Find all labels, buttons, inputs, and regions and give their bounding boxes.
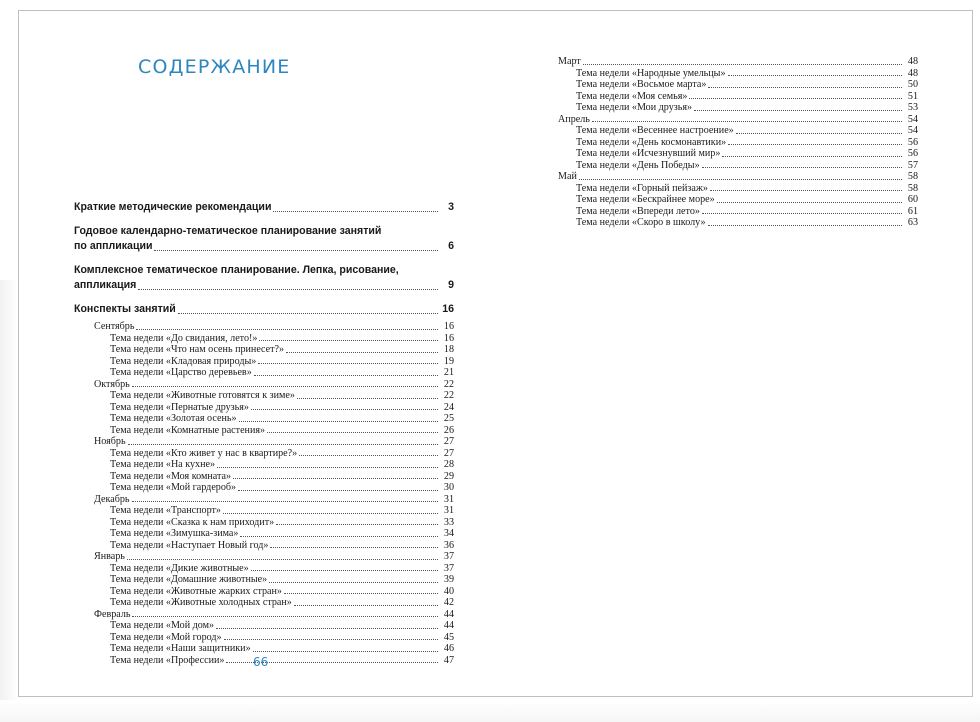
toc-week-entry[interactable] [558,102,918,114]
toc-page-number: 29 [443,470,454,482]
toc-entry-text: Тема недели «Животные жарких стран» [110,585,282,597]
toc-week-entry[interactable] [558,194,918,206]
toc-entry-text: Тема недели «Бескрайнее море» [576,194,715,205]
toc-week-entry[interactable] [74,597,454,609]
toc-week-entry[interactable] [74,540,454,552]
toc-page-number: 58 [907,171,918,182]
toc-main-entry[interactable] [74,263,454,293]
toc-week-entry[interactable] [74,344,454,356]
toc-entry-text: Тема недели «Комнатные растения» [110,424,266,436]
dot-leader [132,501,438,502]
toc-week-entry[interactable] [74,482,454,494]
toc-week-entry[interactable] [74,517,454,529]
dot-leader [708,87,902,88]
dot-leader [273,211,438,212]
dot-leader [299,455,438,456]
toc-entry-text: Тема недели «Зимушка-зима» [110,528,239,539]
toc-week-entry[interactable] [558,160,918,172]
dot-leader [294,605,438,606]
dot-leader [251,409,438,410]
toc-month-entry[interactable] [74,321,454,333]
toc-week-entry[interactable] [558,91,918,103]
toc-week-entry[interactable] [558,206,918,218]
toc-page-number: 50 [907,79,918,90]
toc-page-number: 27 [443,436,454,447]
dot-leader [138,289,438,290]
toc-page-number: 9 [448,279,454,291]
toc-month-entry[interactable] [74,436,454,448]
toc-entry-text: Конспекты занятий [74,303,176,315]
toc-page-number: 22 [443,390,454,401]
toc-title: СОДЕРЖАНИЕ [138,56,291,78]
toc-page-number: 16 [442,303,454,315]
toc-entry-text: Сентябрь [94,321,135,332]
toc-week-entry[interactable] [74,620,454,632]
toc-page-number: 28 [443,459,454,470]
toc-page-number: 58 [907,182,918,194]
toc-entry-text: Тема недели «Животные готовятся к зиме» [110,390,295,401]
dot-leader [297,398,438,399]
toc-entry-text: Тема недели «Кто живет у нас в квартире?» [110,447,298,459]
toc-entry-text: Тема недели «Моя семья» [576,90,688,102]
dot-leader [736,133,902,134]
dot-leader [253,651,438,652]
toc-page-number: 27 [443,447,454,459]
toc-page-number: 44 [443,608,454,620]
toc-entry-text: Тема недели «Весеннее настроение» [576,125,734,136]
dot-leader [689,98,902,99]
toc-entry-text: аппликация [74,279,137,291]
toc-entry-text: Тема недели «Что нам осень принесет?» [110,344,285,355]
toc-page-number: 19 [443,355,454,367]
toc-page-number: 47 [443,654,454,666]
toc-entry-text: Тема недели «До свидания, лето!» [110,332,258,344]
toc-entry-text: Октябрь [94,378,130,390]
dot-leader [259,340,438,341]
toc-page-number: 60 [907,194,918,205]
toc-week-entry[interactable] [558,183,918,195]
dot-leader [270,547,438,548]
toc-entry-text: по аппликации [74,240,153,252]
dot-leader [178,313,438,314]
toc-page-number: 22 [443,378,454,390]
toc-page-number: 42 [443,597,454,608]
toc-page-number: 44 [443,620,454,631]
dot-leader [728,75,902,76]
toc-page-number: 54 [907,113,918,125]
toc-week-entry[interactable] [74,643,454,655]
toc-week-entry[interactable] [74,459,454,471]
toc-entry-text: Тема недели «Мои друзья» [576,102,693,113]
toc-week-entry[interactable] [558,148,918,160]
dot-leader [284,593,438,594]
toc-week-entry[interactable] [74,471,454,483]
toc-entry-text: Тема недели «Наступает Новый год» [110,539,269,551]
dot-leader [240,536,438,537]
toc-page-number: 56 [907,148,918,159]
toc-entry-text: Январь [94,551,125,562]
dot-leader [276,524,438,525]
toc-page-number: 31 [443,493,454,505]
dot-leader [708,225,903,226]
toc-entry-text: Тема недели «Горный пейзаж» [576,182,708,194]
toc-entry-text: Тема недели «Исчезнувший мир» [576,148,721,159]
toc-main-entry[interactable] [74,224,454,254]
toc-sublist [558,56,918,229]
toc-entry-text: Годовое календарно-тематическое планирование занятий [74,225,382,237]
dot-leader [233,478,438,479]
toc-entry-text: Тема недели «Мой гардероб» [110,482,237,493]
toc-page-number: 37 [443,562,454,574]
toc-page-number: 57 [907,159,918,171]
toc-entry-text: Тема недели «На кухне» [110,459,216,470]
toc-week-entry[interactable] [74,425,454,437]
dot-leader [592,121,902,122]
dot-leader [579,179,902,180]
toc-week-entry[interactable] [74,413,454,425]
toc-page-number: 53 [907,102,918,113]
toc-entry-text: Тема недели «Кладовая природы» [110,355,257,367]
toc-page-number: 6 [448,240,454,252]
toc-page-number: 16 [443,332,454,344]
toc-week-entry[interactable] [558,125,918,137]
dot-leader [224,639,438,640]
dot-leader [251,570,438,571]
dot-leader [702,167,902,168]
toc-entry-text: Тема недели «Пернатые друзья» [110,401,249,413]
toc-page-number: 54 [907,125,918,136]
toc-entry-text: Тема недели «Народные умельцы» [576,67,726,79]
toc-page-number: 24 [443,401,454,413]
toc-page-number: 25 [443,413,454,424]
page-number: 66 [253,655,269,669]
dot-leader [694,110,902,111]
toc-entry-text: Ноябрь [94,436,126,447]
toc-week-entry[interactable] [74,448,454,460]
dot-leader [722,156,902,157]
toc-month-entry[interactable] [558,114,918,126]
toc-entry-text: Краткие методические рекомендации [74,201,272,213]
toc-entry-text: Тема недели «Впереди лето» [576,205,700,217]
toc-week-entry[interactable] [74,632,454,644]
toc-main-entry[interactable] [74,200,454,215]
toc-page-number: 56 [907,136,918,148]
dot-leader [154,250,438,251]
toc-month-entry[interactable] [558,56,918,68]
toc-page-number: 63 [907,217,918,228]
toc-page-number: 61 [907,205,918,217]
toc-entry-text: Тема недели «Сказка к нам приходит» [110,516,275,528]
toc-week-entry[interactable] [74,574,454,586]
toc-page-number: 18 [443,344,454,355]
toc-week-entry[interactable] [74,356,454,368]
toc-page-number: 33 [443,516,454,528]
toc-entry-text: Тема недели «Профессии» [110,654,225,666]
toc-entry-text: Тема недели «Наши защитники» [110,643,251,654]
toc-week-entry[interactable] [74,528,454,540]
toc-page-number: 39 [443,574,454,585]
toc-week-entry[interactable] [74,505,454,517]
toc-page-number: 31 [443,505,454,516]
dot-leader [583,64,902,65]
toc-entry-text: Март [558,56,581,67]
toc-page-number: 3 [448,201,454,213]
toc-month-entry[interactable] [74,609,454,621]
dot-leader [728,144,902,145]
toc-week-entry[interactable] [74,563,454,575]
toc-sublist [74,321,454,666]
dot-leader [136,329,438,330]
dot-leader [717,202,902,203]
dot-leader [286,352,438,353]
page-edge-shadow-bottom [0,700,980,722]
dot-leader [702,213,902,214]
dot-leader [258,363,438,364]
toc-page-number: 48 [907,56,918,67]
toc-page-number: 45 [443,631,454,643]
toc-entry-text: Тема недели «Золотая осень» [110,413,237,424]
toc-page-number: 30 [443,482,454,493]
toc-entry-text: Тема недели «День космонавтики» [576,136,727,148]
toc-week-entry[interactable] [558,68,918,80]
toc-week-entry[interactable] [74,367,454,379]
dot-leader [127,559,438,560]
toc-page-number: 46 [443,643,454,654]
toc-week-entry[interactable] [74,390,454,402]
toc-entry-text: Тема недели «Мой дом» [110,620,215,631]
dot-leader [267,432,438,433]
toc-month-entry[interactable] [74,551,454,563]
toc-page-number: 34 [443,528,454,539]
toc-page-number: 26 [443,424,454,436]
toc-entry-text: Тема недели «Мой город» [110,631,222,643]
toc-entry-text: Февраль [94,608,131,620]
toc-entry-text: Тема недели «Восьмое марта» [576,79,707,90]
toc-entry-text: Тема недели «Животные холодных стран» [110,597,292,608]
toc-month-entry[interactable] [74,379,454,391]
dot-leader [132,386,438,387]
toc-right-column [558,56,918,229]
dot-leader [269,582,438,583]
toc-week-entry[interactable] [558,217,918,229]
toc-month-entry[interactable] [74,494,454,506]
toc-entry-text: Тема недели «День Победы» [576,159,700,171]
toc-left-column [74,200,454,666]
toc-page-number: 16 [443,321,454,332]
toc-entry-text: Декабрь [94,493,130,505]
toc-entry-text: Тема недели «Скоро в школу» [576,217,706,228]
toc-page-number: 51 [907,90,918,102]
toc-entry-text: Тема недели «Моя комната» [110,470,232,482]
toc-week-entry[interactable] [74,333,454,345]
dot-leader [128,444,438,445]
toc-entry-text: Тема недели «Дикие животные» [110,562,249,574]
toc-page-number: 48 [907,67,918,79]
toc-page-number: 21 [443,367,454,378]
toc-page-number: 36 [443,539,454,551]
toc-entry-text: Тема недели «Домашние животные» [110,574,268,585]
toc-month-entry[interactable] [558,171,918,183]
toc-main-entry[interactable] [74,302,454,317]
toc-entry-text: Апрель [558,113,590,125]
toc-page-number: 40 [443,585,454,597]
toc-entry-text: Тема недели «Транспорт» [110,505,221,516]
dot-leader [710,190,902,191]
toc-week-entry[interactable] [74,586,454,598]
dot-leader [132,616,438,617]
toc-week-entry[interactable] [74,402,454,414]
toc-entry-text: Тема недели «Царство деревьев» [110,367,252,378]
dot-leader [254,375,438,376]
dot-leader [238,490,438,491]
dot-leader [239,421,439,422]
page-edge-shadow [0,280,18,720]
toc-week-entry[interactable] [558,79,918,91]
dot-leader [217,467,438,468]
toc-week-entry[interactable] [558,137,918,149]
dot-leader [223,513,438,514]
toc-entry-text: Май [558,171,577,182]
dot-leader [216,628,438,629]
toc-entry-text: Комплексное тематическое планирование. Лепка, рисование, [74,264,399,276]
toc-page-number: 37 [443,551,454,562]
